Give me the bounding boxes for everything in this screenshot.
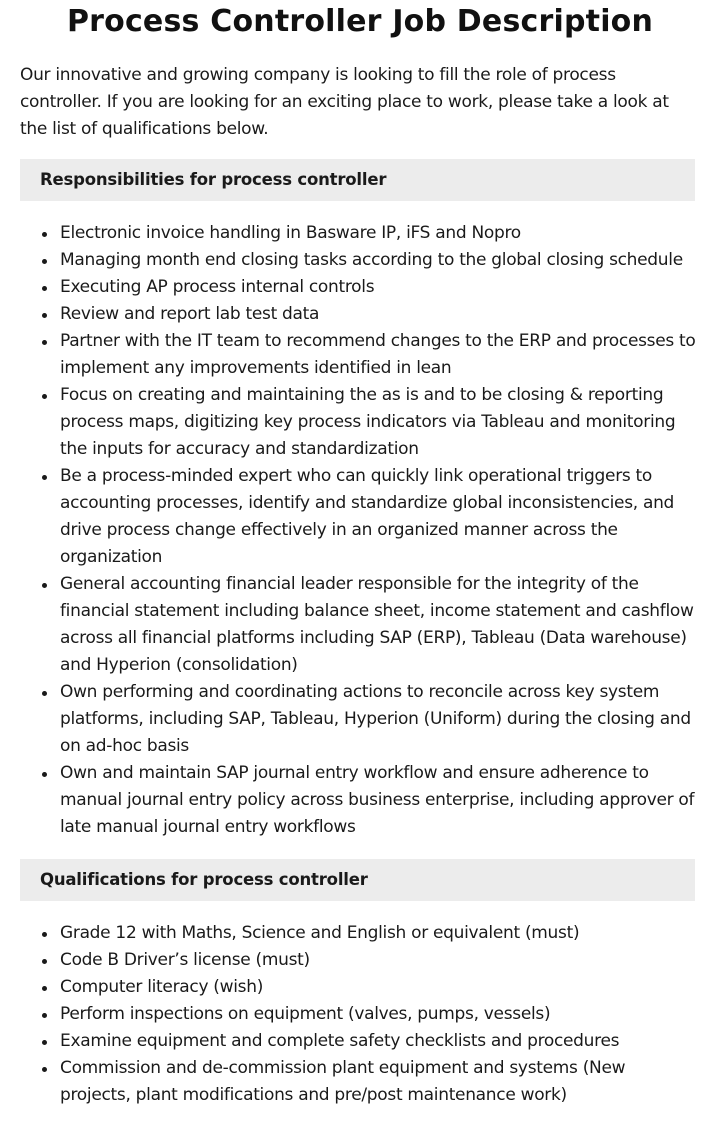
list-item: Focus on creating and maintaining the as is and to be closing & reporting process maps, digitizing key process indicators via Tableau and monitoring the inputs for accuracy and standardization bbox=[20, 382, 700, 463]
responsibilities-list bbox=[20, 220, 700, 841]
list-item: Commission and de-commission plant equipment and systems (New projects, plant modifications and pre/post maintenance work) bbox=[20, 1055, 700, 1109]
list-item: Perform inspections on equipment (valves, pumps, vessels) bbox=[20, 1001, 700, 1028]
list-item: General accounting financial leader responsible for the integrity of the financial statement including balance sheet, income statement and cashflow across all financial platforms including SAP (ERP), Tableau (Data warehouse) and Hyperion (consolidation) bbox=[20, 571, 700, 679]
qualifications-list bbox=[20, 920, 700, 1109]
list-item: Electronic invoice handling in Basware IP, iFS and Nopro bbox=[20, 220, 700, 247]
list-item: Managing month end closing tasks according to the global closing schedule bbox=[20, 247, 700, 274]
list-item: Own and maintain SAP journal entry workflow and ensure adherence to manual journal entry policy across business enterprise, including approver of late manual journal entry workflows bbox=[20, 760, 700, 841]
list-item: Own performing and coordinating actions to reconcile across key system platforms, including SAP, Tableau, Hyperion (Uniform) during the closing and on ad-hoc basis bbox=[20, 679, 700, 760]
list-item: Be a process-minded expert who can quickly link operational triggers to accounting processes, identify and standardize global inconsistencies, and drive process change effectively in an organized manner across the organization bbox=[20, 463, 700, 571]
list-item: Review and report lab test data bbox=[20, 301, 700, 328]
list-item: Computer literacy (wish) bbox=[20, 974, 700, 1001]
list-item: Examine equipment and complete safety checklists and procedures bbox=[20, 1028, 700, 1055]
responsibilities-heading: Responsibilities for process controller bbox=[20, 159, 695, 201]
page-title: Process Controller Job Description bbox=[66, 4, 654, 39]
intro-paragraph: Our innovative and growing company is looking to fill the role of process controller. If you are looking for an exciting place to work, please take a look at the list of qualifications below. bbox=[20, 65, 669, 139]
list-item: Code B Driver’s license (must) bbox=[20, 947, 700, 974]
list-item: Executing AP process internal controls bbox=[20, 274, 700, 301]
list-item: Partner with the IT team to recommend changes to the ERP and processes to implement any improvements identified in lean bbox=[20, 328, 700, 382]
qualifications-heading: Qualifications for process controller bbox=[20, 859, 695, 901]
list-item: Grade 12 with Maths, Science and English or equivalent (must) bbox=[20, 920, 700, 947]
